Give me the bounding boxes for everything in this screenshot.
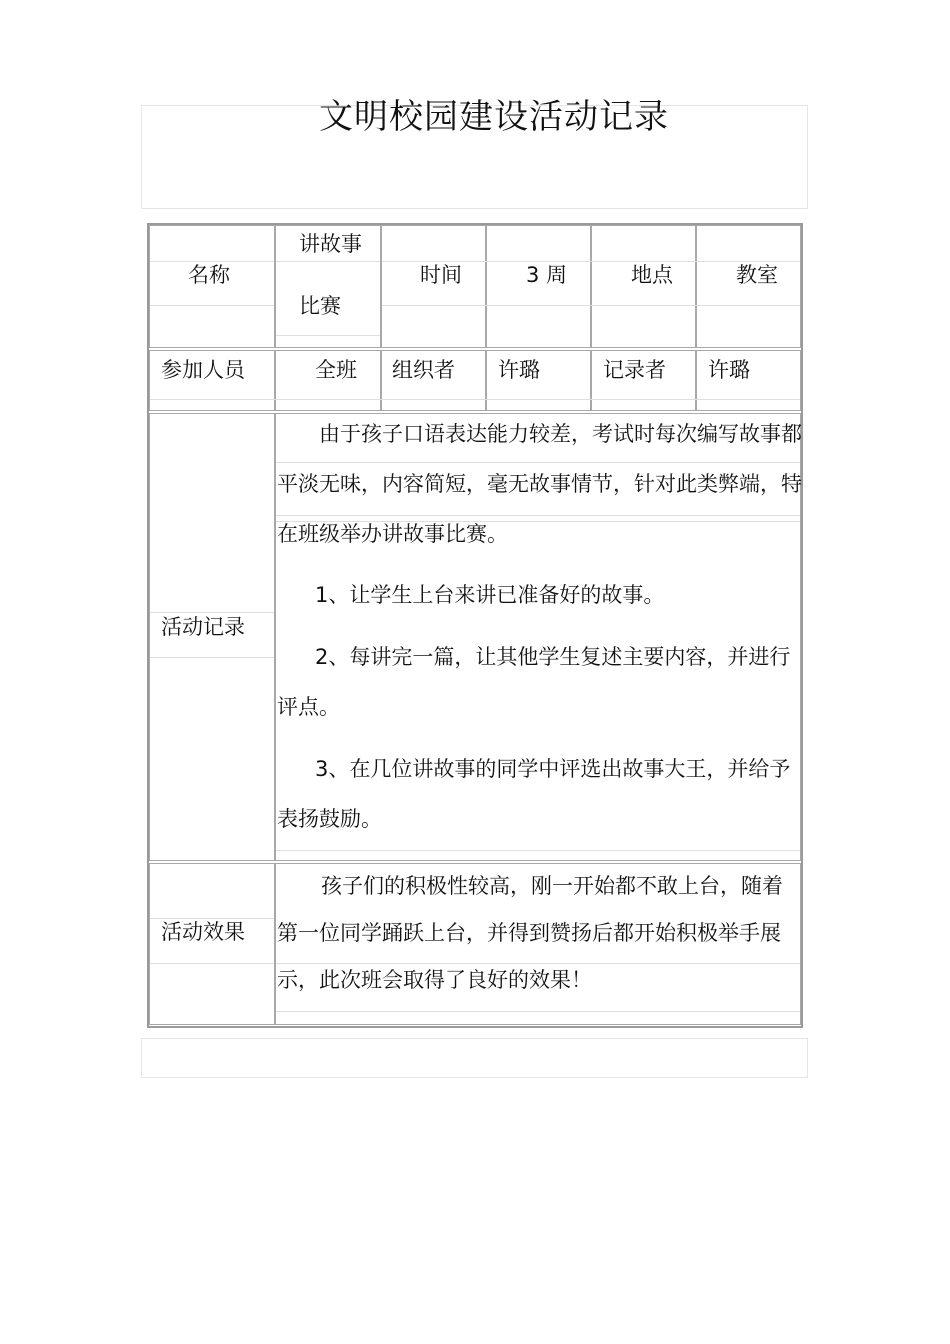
place-value: 教室: [736, 263, 778, 287]
guide-line: [276, 335, 380, 336]
page-title: 文明校园建设活动记录: [319, 97, 669, 137]
recorder-value: 许璐: [708, 358, 750, 382]
guide-line: [276, 850, 800, 851]
record-step-2: 2、每讲完一篇，让其他学生复述主要内容，并进行评点。: [277, 645, 791, 719]
guide-line: [150, 399, 800, 400]
guide-line: [150, 657, 274, 658]
record-step-3: 3、在几位讲故事的同学中评选出故事大王，并给予表扬鼓励。: [277, 757, 791, 831]
guide-line: [276, 1011, 800, 1012]
name-value-line1: 讲故事: [299, 232, 362, 256]
guide-line: [276, 261, 380, 262]
effect-text: 孩子们的积极性较高，刚一开始都不敢上台，随着第一位同学踊跃上台，并得到赞扬后都开始积极举手展示，此次班会取得了良好的效果！: [277, 874, 783, 992]
time-label: 时间: [420, 263, 462, 287]
recorder-label: 记录者: [603, 358, 666, 382]
record-label: 活动记录: [161, 615, 245, 639]
name-label: 名称: [188, 263, 230, 287]
place-label: 地点: [631, 263, 673, 287]
participants-value: 全班: [315, 358, 357, 382]
guide-line: [382, 305, 800, 306]
effect-label: 活动效果: [161, 920, 245, 944]
participants-label: 参加人员: [161, 358, 245, 382]
time-value: 3 周: [526, 263, 568, 287]
name-value-line2: 比赛: [299, 294, 341, 318]
footer-frame: [141, 1038, 808, 1078]
record-step-1: 1、让学生上台来讲已准备好的故事。: [315, 583, 665, 607]
guide-line: [150, 305, 274, 306]
guide-line: [150, 963, 274, 964]
organizer-value: 许璐: [498, 358, 540, 382]
record-intro: 由于孩子口语表达能力较差，考试时每次编写故事都平淡无味，内容简短，毫无故事情节，针对此类弊端，特在班级举办讲故事比赛。: [277, 422, 802, 546]
organizer-label: 组织者: [392, 358, 455, 382]
